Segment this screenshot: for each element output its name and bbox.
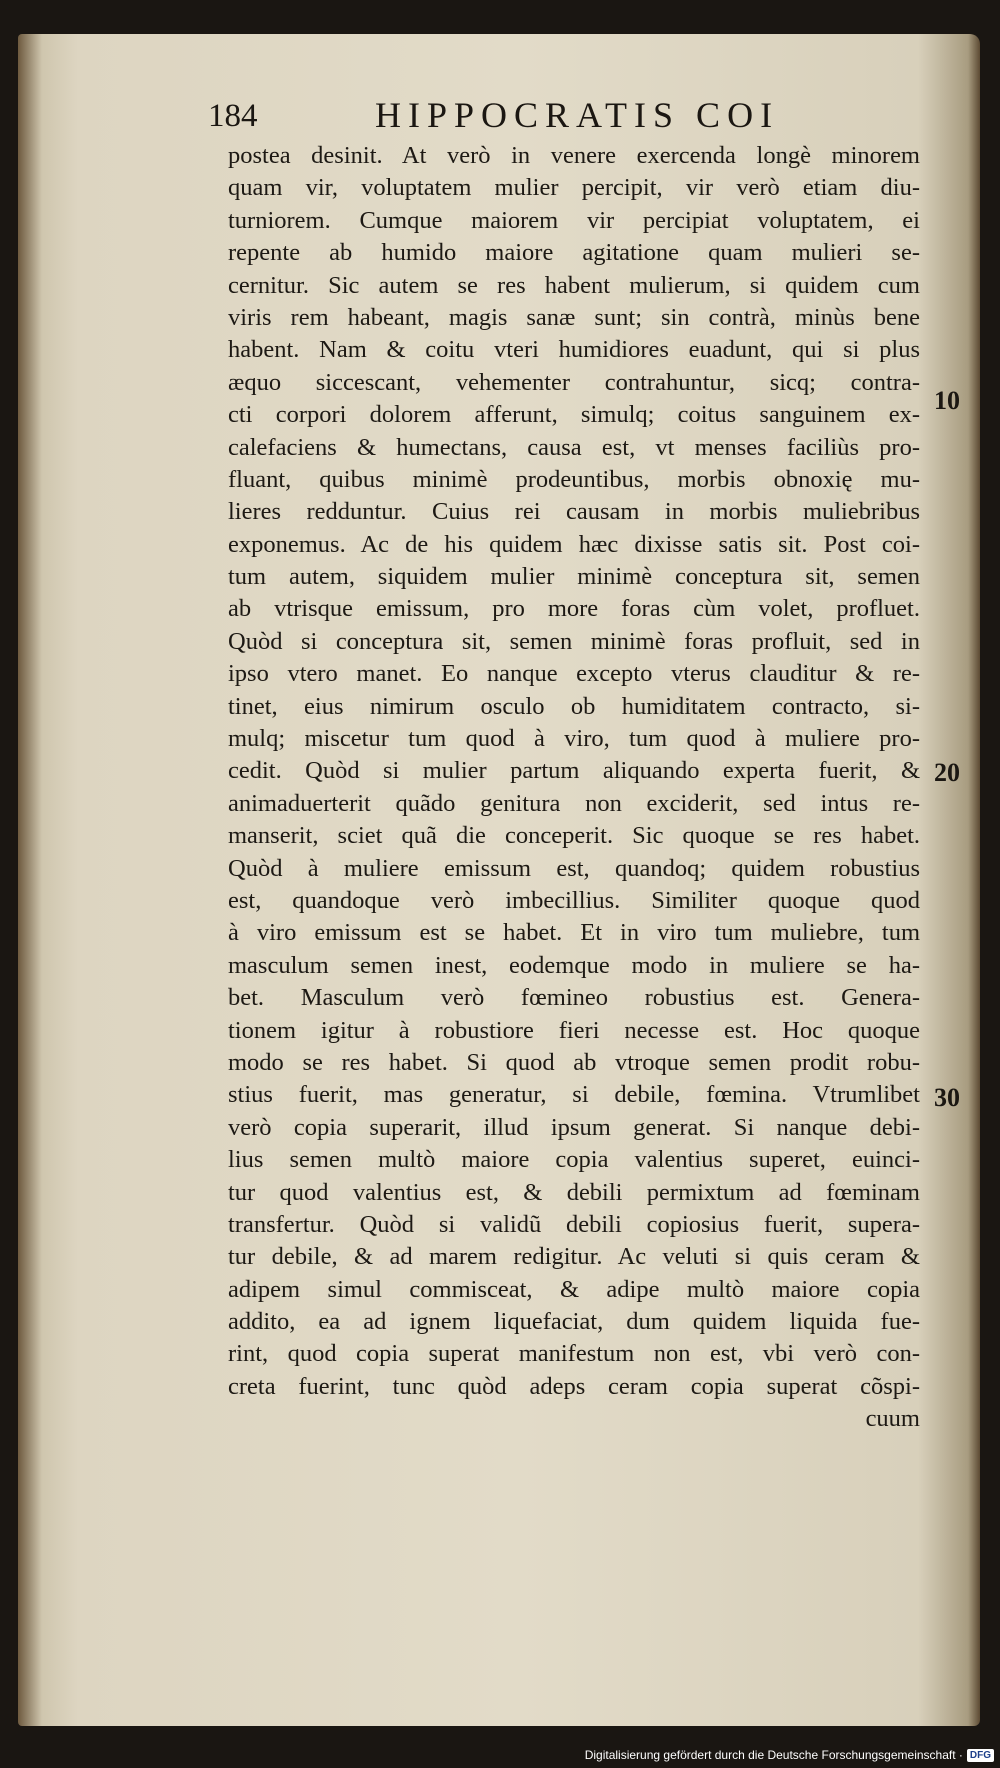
text-line: modo se res habet. Si quod ab vtroque semen prodit robu- bbox=[228, 1048, 920, 1076]
text-line: turniorem. Cumque maiorem vir percipiat voluptatem, ei bbox=[228, 206, 920, 234]
text-line: tur debile, & ad marem redigitur. Ac veluti si quis ceram & bbox=[228, 1243, 920, 1271]
text-line: tur quod valentius est, & debili permixtum ad fœminam bbox=[228, 1178, 920, 1206]
text-line: transfertur. Quòd si validũ debili copiosius fuerit, supera- bbox=[228, 1210, 920, 1238]
catchword: cuum bbox=[865, 1405, 920, 1433]
text-line: masculum semen inest, eodemque modo in muliere se ha- bbox=[228, 951, 920, 979]
page-number: 184 bbox=[208, 98, 258, 134]
text-line: est, quandoque verò imbecillius. Similiter quoque quod bbox=[228, 886, 920, 914]
text-line: Quòd à muliere emissum est, quandoq; quidem robustius bbox=[228, 854, 920, 882]
credit-text: Digitalisierung gefördert durch die Deutsche Forschungsgemeinschaft · bbox=[584, 1748, 963, 1762]
text-line: tionem igitur à robustiore fieri necesse est. Hoc quoque bbox=[228, 1016, 920, 1044]
text-line: cedit. Quòd si mulier partum aliquando experta fuerit, & bbox=[228, 757, 920, 785]
running-head: HIPPOCRATIS COI bbox=[375, 95, 780, 135]
text-line: lius semen multò maiore copia valentius superet, euinci- bbox=[228, 1146, 920, 1174]
text-line: manserit, sciet quã die conceperit. Sic quoque se res habet. bbox=[228, 822, 920, 850]
text-line: repente ab humido maiore agitatione quam mulieri se- bbox=[228, 239, 920, 267]
text-line: adipem simul commisceat, & adipe multò maiore copia bbox=[228, 1275, 920, 1303]
text-line: lieres redduntur. Cuius rei causam in morbis muliebribus bbox=[228, 498, 920, 526]
body-text bbox=[228, 140, 920, 1436]
text-line: postea desinit. At verò in venere exercenda longè minorem bbox=[228, 142, 920, 169]
text-line: habent. Nam & coitu vteri humidiores euadunt, qui si plus bbox=[228, 336, 920, 364]
text-line: cernitur. Sic autem se res habent mulierum, si quidem cum bbox=[228, 271, 920, 299]
text-line: cti corpori dolorem afferunt, simulq; coitus sanguinem ex- bbox=[228, 401, 920, 429]
digitization-credit bbox=[585, 1748, 994, 1762]
text-line: bet. Masculum verò fœmineo robustius est. Genera- bbox=[228, 984, 920, 1012]
text-line: stius fuerit, mas generatur, si debile, fœmina. Vtrumlibet bbox=[228, 1081, 920, 1109]
text-line: rint, quod copia superat manifestum non est, vbi verò con- bbox=[228, 1340, 920, 1368]
dfg-logo: DFG bbox=[967, 1749, 994, 1762]
text-line: verò copia superarit, illud ipsum generat. Si nanque debi- bbox=[228, 1113, 920, 1141]
text-line: tum autem, siquidem mulier minimè conceptura sit, semen bbox=[228, 563, 920, 591]
text-line: mulq; miscetur tum quod à viro, tum quod à muliere pro- bbox=[228, 725, 920, 753]
line-number-30: 30 bbox=[934, 1083, 960, 1112]
text-line: viris rem habeant, magis sanæ sunt; sin contrà, minùs bene bbox=[228, 303, 920, 331]
text-line: tinet, eius nimirum osculo ob humiditatem contracto, si- bbox=[228, 692, 920, 720]
line-number-10: 10 bbox=[934, 386, 960, 415]
text-line: fluant, quibus minimè prodeuntibus, morbis obnoxię mu- bbox=[228, 465, 920, 493]
text-line: ab vtrisque emissum, pro more foras cùm volet, profluet. bbox=[228, 595, 920, 623]
text-line: à viro emissum est se habet. Et in viro tum muliebre, tum bbox=[228, 919, 920, 947]
text-line: creta fuerint, tunc quòd adeps ceram copia superat cõspi- bbox=[228, 1372, 920, 1400]
text-line: ipso vtero manet. Eo nanque excepto vterus clauditur & re- bbox=[228, 660, 920, 688]
text-line: exponemus. Ac de his quidem hæc dixisse satis sit. Post coi- bbox=[228, 530, 920, 558]
text-line: æquo siccescant, vehementer contrahuntur, sicq; contra- bbox=[228, 368, 920, 396]
text-line: calefaciens & humectans, causa est, vt menses faciliùs pro- bbox=[228, 433, 920, 461]
text-line: animaduerterit quãdo genitura non exciderit, sed intus re- bbox=[228, 789, 920, 817]
text-line: addito, ea ad ignem liquefaciat, dum quidem liquida fue- bbox=[228, 1308, 920, 1336]
text-line: quam vir, voluptatem mulier percipit, vir verò etiam diu- bbox=[228, 174, 920, 202]
line-number-20: 20 bbox=[934, 758, 960, 787]
text-line: Quòd si conceptura sit, semen minimè foras profluit, sed in bbox=[228, 627, 920, 655]
